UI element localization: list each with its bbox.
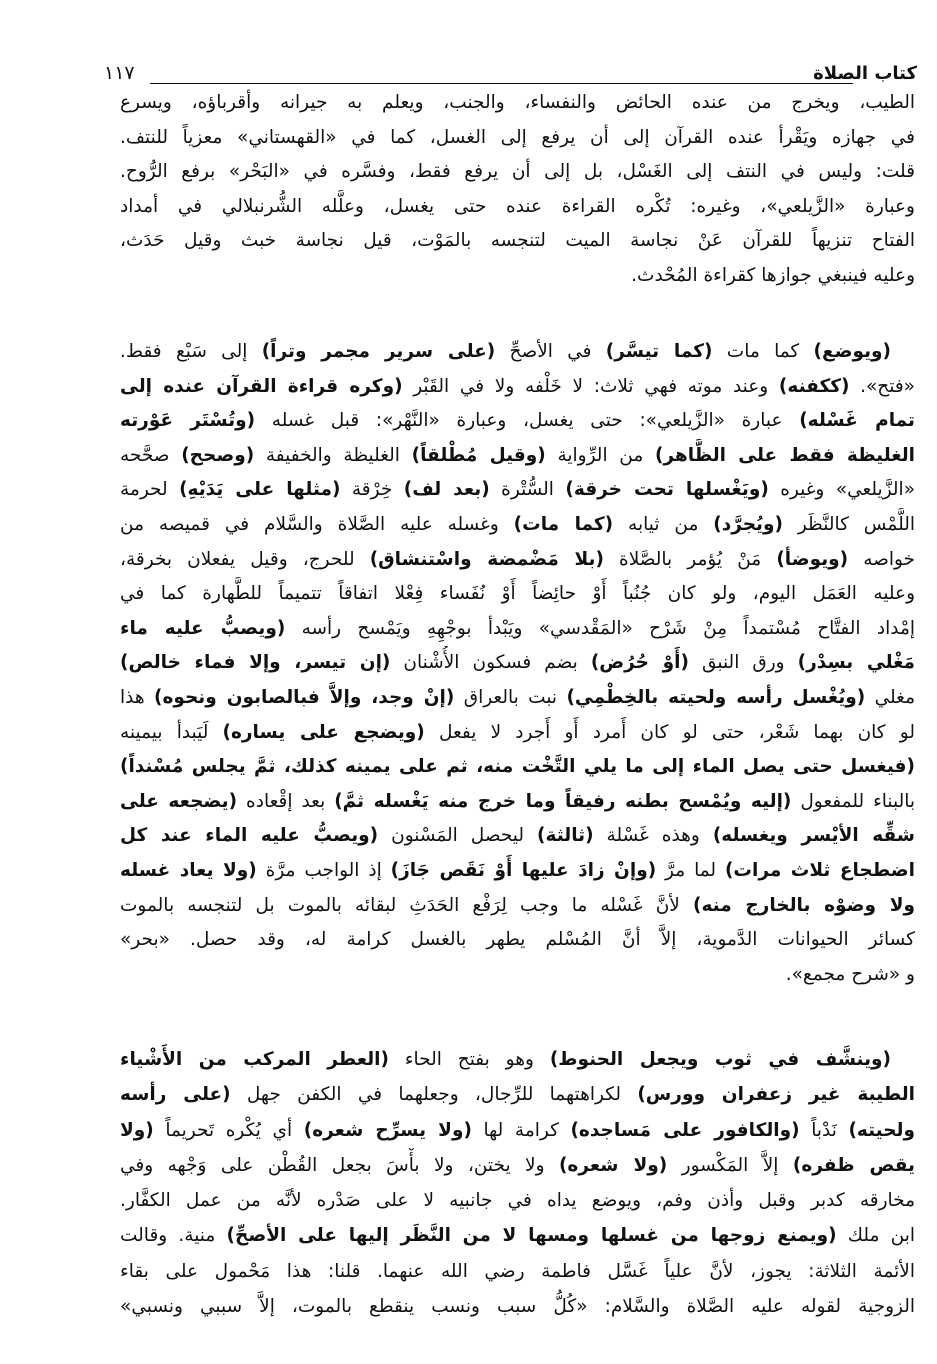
commentary-text: كما مات [712, 341, 814, 362]
bold-matn-text: (وكره قراءة القرآن عنده إلى [120, 375, 403, 397]
bold-matn-text: (والكافور على مَساجده) [570, 1119, 800, 1141]
bold-matn-text: (العطر المركب من الأَشْياء [120, 1049, 389, 1070]
bold-matn-text: مَغْلي بسِدْر) [797, 652, 915, 674]
bold-matn-text: ولحيته) [848, 1119, 915, 1141]
text-line [120, 819, 915, 854]
text-line [120, 854, 915, 889]
commentary-text: لحرمة [120, 479, 180, 501]
commentary-text: بعد إقْعاده [237, 790, 335, 812]
commentary-text: مَنْ يُؤمر بالصَّلاة [603, 548, 777, 570]
commentary-text: إلاَّ المَكْسور [667, 1154, 793, 1176]
text-line [120, 785, 915, 820]
page-number: ١١٧ [104, 62, 135, 84]
text-line [120, 259, 915, 294]
bold-matn-text: (ويضجع على يساره) [222, 721, 425, 743]
text-line [120, 543, 915, 578]
text-line [120, 958, 915, 993]
commentary-text: أي يُكْره تَحريماً [153, 1119, 304, 1141]
bold-matn-text: (ويَغْسلها تحت خرقة) [565, 479, 769, 501]
text-line [120, 508, 915, 543]
bold-matn-text: (فيغسل حتى يصل الماء إلى ما يلي التَّخْت منه، ثم على يمينه كذلك، ثمَّ يجلس مُسْنداً) [120, 756, 915, 778]
commentary-text: وعليه فينبغي جوازها كقراءة المُحْدث. [631, 264, 915, 286]
bold-matn-text: (وصحح) [181, 444, 255, 466]
commentary-text: لَيَبدأ بيمينه [120, 721, 223, 743]
text-line [120, 439, 915, 474]
commentary-text: الفتاح تنزيهاً للقرآن عَنْ نجاسة الميت لتنجسه بالمَوْت، قيل نجاسة خبث وقيل حَدَث، [120, 230, 915, 252]
text-line [120, 1183, 915, 1218]
bold-matn-text: (بعد لف) [403, 479, 490, 501]
bold-matn-text: (على رأسه [120, 1084, 231, 1106]
text-line [120, 1148, 915, 1183]
text-line [120, 681, 915, 716]
text-line [120, 473, 915, 508]
commentary-text: إمْداد الفتَّاح مُسْتمداً مِنْ شَرْح «المَقْدسي» ويَبْدأ بوجْهِهِ ويَمْسح رأسه [285, 617, 915, 639]
text-line [120, 1077, 915, 1112]
bold-matn-text: (يضجعه على [120, 790, 238, 812]
bold-matn-text: (ثالثة) [537, 825, 594, 847]
commentary-text: الزوجية لقوله عليه الصَّلاة والسَّلام: «كُلُّ سبب ونسب ينقطع بالموت، إلاَّ سببي ونسبي» [120, 1296, 915, 1318]
text-line [120, 1218, 915, 1253]
bold-matn-text: (إنْ وجد، وإلاَّ فبالصابون ونحوه) [154, 686, 455, 708]
bold-matn-text: (ككفنه) [778, 375, 850, 397]
bold-matn-text: (ويوضع) [813, 341, 891, 362]
bold-matn-text: (ويصبُّ عليه الماء عند كل [120, 825, 379, 847]
text-line [120, 646, 915, 681]
commentary-text: «الزَّيلعي» وغيره [768, 479, 915, 501]
bold-matn-text: الغليظة فقط على الظَّاهر) [654, 444, 915, 466]
commentary-text: هذا [120, 686, 154, 708]
commentary-text: بالبناء للمفعول [791, 790, 915, 812]
commentary-text: إلى سَبْع فقط. [120, 341, 262, 362]
bold-matn-text: الطيبة غير زعفران وورس) [637, 1084, 915, 1106]
commentary-text: من ثيابه [613, 513, 714, 535]
text-line [120, 1113, 915, 1148]
bold-matn-text: (وإنْ زادَ عليها أَوْ نَقَص جَازَ) [390, 859, 657, 881]
text-line [120, 370, 915, 405]
commentary-text: في جهازه ويَقْرأ عنده القرآن إلى أن يرفع إلى الغسل، كما في «القهستاني» معزياً للنتف. [120, 126, 915, 148]
bold-matn-text: (ويُغْسل رأسه ولحيته بالخِطْمِي) [566, 686, 866, 708]
bold-matn-text: (كما مات) [513, 513, 614, 535]
commentary-text: قلت: وليس في النتف إلى الغَسْل، بل إلى أن يرفع فقط، وفسَّره في «البَحْر» برفع الرُّوح. [120, 161, 915, 183]
bold-matn-text: (بلا مَضْمضة واسْتنشاق) [369, 548, 604, 570]
bold-matn-text: (وينشَّف في ثوب ويجعل الحنوط) [549, 1049, 892, 1070]
text-line [120, 1289, 915, 1324]
commentary-text: اللَّمْس كالنَّظَر [782, 513, 915, 535]
bold-matn-text: تمام غَسْله) [799, 410, 915, 432]
bold-matn-text: (أَوْ حُرُض) [590, 652, 689, 674]
text-line [120, 889, 915, 924]
bold-matn-text: (ويُجرَّد) [713, 513, 783, 535]
chapter-title: كتاب الصلاة [813, 63, 917, 84]
commentary-text: صحَّحه [120, 444, 182, 466]
bold-matn-text: (ولا شعره) [558, 1154, 668, 1176]
bold-matn-text: (كما تيسَّر) [605, 341, 713, 362]
bold-matn-text: (ويوضأ) [776, 548, 849, 570]
commentary-text: وهو بفتح الحاء [388, 1049, 550, 1070]
commentary-text: كسائر الحيوانات الدَّموية، إلاَّ أنَّ المُسْلم يطهر بالغسل كرامة له، وقد حصل. «بحر» [120, 929, 915, 951]
commentary-text: خِرْقة [340, 479, 404, 501]
bold-matn-text: يقص ظفره) [792, 1154, 915, 1176]
bold-matn-text: (ويمنع زوجها من غسلها ومسها لا من النَّظَر إليها على الأصحِّ) [226, 1225, 837, 1247]
text-line [120, 121, 915, 156]
commentary-text: الطيب، ويخرج من عنده الحائض والنفساء، والجنب، ويعلم به جيرانه وأقرباؤه، ويسرع [120, 92, 915, 113]
commentary-text: خواصه [848, 548, 915, 570]
text-line [120, 190, 915, 225]
commentary-text: لأنَّ غَسْله ما وجب لِرَفْع الحَدَثِ لبقائه بالموت بل لتنجسه بالموت [120, 894, 693, 916]
text-line [120, 923, 915, 958]
bold-matn-text: (إليه ويُمْسح بطنه رفيقاً وما خرج منه يَغْسله ثمَّ) [334, 790, 792, 812]
commentary-text: مخارقه كدبر وقبل وأذن وفم، ويوضع يداه في جانبيه لا على صَدْره لأنَّه من عمل الكفَّار. [120, 1190, 915, 1212]
commentary-text: لكراهتهما للرِّجال، وجعلهما في الكفن جهل [230, 1084, 638, 1106]
commentary-text: نبت بالعراق [454, 686, 567, 708]
commentary-text: وهذه غَسْلة [593, 825, 713, 847]
commentary-text: وعبارة «الزَّيلعي»، وغيره: تُكْره القراءة عنده حتى يغسل، وعلَّله الشُّرنبلالي في أمداد [120, 195, 915, 217]
paragraph-2 [120, 335, 915, 992]
commentary-text: وعند موته فهي ثلاث: لا خَلْفه ولا في القَبْر [402, 375, 779, 397]
text-line [120, 404, 915, 439]
text-line [120, 1042, 915, 1077]
commentary-text: كرامة لها [471, 1119, 571, 1141]
commentary-text: للحرج، وقيل يفعلان بخرقة، [120, 548, 370, 570]
bold-matn-text: (ويصبُّ عليه ماء [120, 617, 286, 639]
bold-matn-text: (وتُسْتَر عَوْرته [120, 410, 256, 432]
commentary-text: نَدْباً [799, 1119, 849, 1141]
text-line [120, 750, 915, 785]
commentary-text: ليحصل المَسْنون [378, 825, 538, 847]
commentary-text: ولا يختن، ولا بأْسَ بجعل القُطْن على وَجْهه وفي [120, 1154, 559, 1176]
bold-matn-text: (على سرير مجمر وتراً) [261, 341, 496, 362]
text-line [120, 155, 915, 190]
text-line [120, 612, 915, 647]
bold-matn-text: (إن تيسر، وإلا فماء خالص) [120, 652, 391, 674]
commentary-text: من الرِّواية [545, 444, 655, 466]
text-line [120, 335, 915, 370]
commentary-text: «فتح». [849, 375, 915, 397]
text-line [120, 716, 915, 751]
commentary-text: إذ الواجب مرَّة [256, 859, 391, 881]
bold-matn-text: (ولا يعاد غسله [120, 859, 257, 881]
commentary-text: لو كان بهما شَعْر، حتى لو كان أَمرد أَو أَجرد لا يفعل [424, 721, 915, 743]
commentary-text: بضم فسكون الأُشْنان [390, 652, 591, 674]
commentary-text: وغسله عليه الصَّلاة والسَّلام في قميصه من [120, 513, 514, 535]
commentary-text: وعليه العَمَل اليوم، ولو كان جُنُباً أَوْ حائِضاً أَوْ نُفَساء فِعْلا اتفاقاً تتميماً للطَّهارة كما في [120, 583, 915, 605]
commentary-text: مغلي [865, 686, 915, 708]
commentary-text: الغليظة والخفيفة [254, 444, 412, 466]
bold-matn-text: اضطجاع ثلاث مرات) [724, 859, 915, 881]
commentary-text: السُّتْرة [489, 479, 566, 501]
bold-matn-text: (ولا [120, 1119, 154, 1141]
bold-matn-text: شقِّه الأيْسر ويغسله) [712, 825, 915, 847]
paragraph-3 [120, 1042, 915, 1324]
commentary-text: ابن ملك [836, 1225, 915, 1247]
header-rule [150, 83, 853, 84]
bold-matn-text: (وقيل مُطْلقاً) [411, 444, 546, 466]
commentary-text: ورق النبق [688, 652, 798, 674]
commentary-text: الأئمة الثلاثة: يجوز، لأنَّ علياً غَسَّل فاطمة رضي الله عنهما. قلنا: هذا مَحْمول على بقاء [120, 1260, 915, 1282]
bold-matn-text: (ولا يسرِّح شعره) [303, 1119, 472, 1141]
text-line [120, 577, 915, 612]
commentary-text: في الأصحِّ [495, 341, 606, 362]
text-line [120, 86, 915, 121]
bold-matn-text: (مثلها على يَدَيْهِ) [179, 479, 341, 501]
text-line [120, 1254, 915, 1289]
commentary-text: و «شرح مجمع». [785, 963, 915, 985]
bold-matn-text: ولا وضوْه بالخارج منه) [692, 894, 915, 916]
commentary-text: عبارة «الزَّيلعي»: حتى يغسل، وعبارة «النَّهْر»: قبل غسله [255, 410, 800, 432]
text-line [120, 224, 915, 259]
commentary-text: لما مرَّ [656, 859, 725, 881]
paragraph-1 [120, 86, 915, 294]
commentary-text: منية. وقالت [120, 1225, 227, 1247]
